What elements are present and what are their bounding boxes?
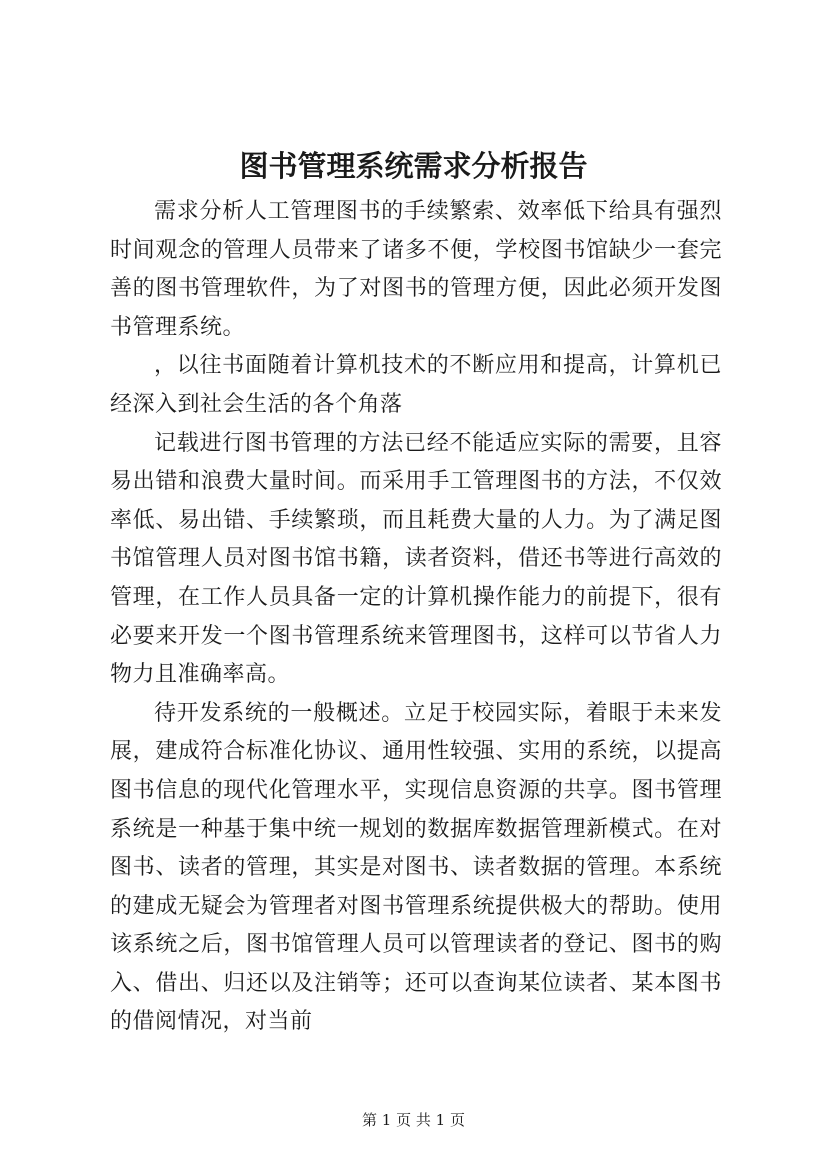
paragraph-2: ，以往书面随着计算机技术的不断应用和提高，计算机已经深入到社会生活的各个角落 <box>110 353 722 417</box>
page-number-footer: 第 1 页 共 1 页 <box>362 1111 465 1129</box>
paragraph-1: 需求分析人工管理图书的手续繁索、效率低下给具有强烈时间观念的管理人员带来了诸多不便，学校图书馆缺少一套完善的图书管理软件，为了对图书的管理方便，因此必须开发图书管理系统。 <box>110 199 722 340</box>
document-title: 图书管理系统需求分析报告 <box>239 149 588 183</box>
paragraph-3: 记载进行图书管理的方法已经不能适应实际的需要，且容易出错和浪费大量时间。而采用手工管理图书的方法，不仅效率低、易出错、手续繁琐，而且耗费大量的人力。为了满足图书馆管理人员对图书馆书籍，读者资料，借还书等进行高效的管理，在工作人员具备一定的计算机操作能力的前提下，很有必要来开发一个图书管理系统来管理图书，这样可以节省人力物力且准确率高。 <box>110 430 722 688</box>
paragraph-4: 待开发系统的一般概述。立足于校园实际，着眼于未来发展，建成符合标准化协议、通用性较强、实用的系统，以提高图书信息的现代化管理水平，实现信息资源的共享。图书管理系统是一种基于集中统一规划的数据库数据管理新模式。在对图书、读者的管理，其实是对图书、读者数据的管理。本系统的建成无疑会为管理者对图书管理系统提供极大的帮助。使用该系统之后，图书馆管理人员可以管理读者的登记、图书的购入、借出、归还以及注销等；还可以查询某位读者、某本图书的借阅情况，对当前 <box>110 700 722 1035</box>
document-body <box>110 193 722 1042</box>
